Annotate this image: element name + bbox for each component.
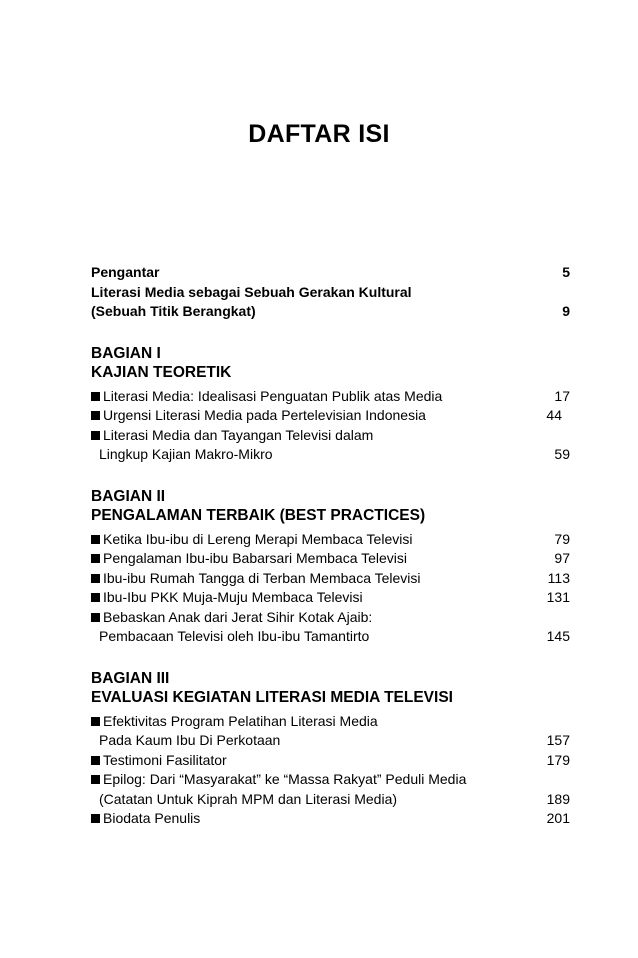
toc-entry-label: (Sebuah Titik Berangkat) xyxy=(91,303,256,319)
toc-entry-label: Lingkup Kajian Makro-Mikro xyxy=(99,446,273,462)
section-heading: PENGALAMAN TERBAIK (BEST PRACTICES) xyxy=(91,507,426,524)
toc-entry-pengantar xyxy=(91,263,570,283)
square-bullet-icon xyxy=(91,535,100,544)
toc-entry-page: 131 xyxy=(546,589,570,605)
toc-entry-page: 97 xyxy=(554,550,570,566)
toc-entry xyxy=(91,712,570,732)
toc-entry-label: Epilog: Dari “Masyarakat” ke “Massa Rakyat” Peduli Media xyxy=(103,771,467,787)
toc-entry-continuation xyxy=(91,790,570,810)
toc-entry xyxy=(91,809,570,829)
toc-entry-page: 17 xyxy=(554,387,570,404)
toc-entry-label: Ibu-Ibu PKK Muja-Muju Membaca Televisi xyxy=(103,589,363,605)
toc-entry-label: Literasi Media dan Tayangan Televisi dalam xyxy=(103,426,374,443)
toc-entry-page: 79 xyxy=(554,530,570,547)
toc-entry-label: Biodata Penulis xyxy=(103,810,201,826)
square-bullet-icon xyxy=(91,717,100,726)
toc-entry-label: Pada Kaum Ibu Di Perkotaan xyxy=(99,732,281,748)
toc-entry-label: Bebaskan Anak dari Jerat Sihir Kotak Ajaib: xyxy=(103,608,373,625)
toc-entry-continuation xyxy=(91,627,570,647)
toc-entry-page: 59 xyxy=(554,446,570,462)
table-of-contents xyxy=(91,263,570,829)
section-heading: EVALUASI KEGIATAN LITERASI MEDIA TELEVISI xyxy=(91,689,453,706)
toc-entry-continuation xyxy=(91,731,570,751)
toc-entry-label: Ketika Ibu-ibu di Lereng Merapi Membaca Televisi xyxy=(103,530,413,547)
square-bullet-icon xyxy=(91,775,100,784)
toc-entry xyxy=(91,426,570,446)
toc-entry-label: Efektivitas Program Pelatihan Literasi Media xyxy=(103,712,378,729)
square-bullet-icon xyxy=(91,411,100,420)
toc-entry-label: Pembacaan Televisi oleh Ibu-ibu Tamantirto xyxy=(99,628,370,644)
square-bullet-icon xyxy=(91,431,100,440)
square-bullet-icon xyxy=(91,392,100,401)
square-bullet-icon xyxy=(91,554,100,563)
toc-entry-page: 9 xyxy=(562,303,570,319)
toc-entry-page: 201 xyxy=(546,810,570,826)
toc-entry xyxy=(91,608,570,628)
section-heading: KAJIAN TEORETIK xyxy=(91,364,232,381)
toc-entry-label: Urgensi Literasi Media pada Pertelevisian Indonesia xyxy=(103,407,426,423)
page-title: DAFTAR ISI xyxy=(248,120,390,148)
square-bullet-icon xyxy=(91,756,100,765)
toc-entry-page: 179 xyxy=(546,751,570,768)
toc-entry-label: Ibu-ibu Rumah Tangga di Terban Membaca Televisi xyxy=(103,569,421,586)
toc-entry-page: 44 xyxy=(546,407,562,423)
toc-entry-literasi-media xyxy=(91,283,570,303)
section-part-label: BAGIAN I xyxy=(91,344,161,362)
toc-entry-label: Pengalaman Ibu-ibu Babarsari Membaca Televisi xyxy=(103,550,408,566)
toc-entry-page: 189 xyxy=(546,790,570,807)
toc-entry xyxy=(91,530,570,550)
square-bullet-icon xyxy=(91,814,100,823)
square-bullet-icon xyxy=(91,613,100,622)
toc-entry-page: 5 xyxy=(562,264,570,280)
toc-entry-label: Pengantar xyxy=(91,264,160,280)
toc-entry-label: Literasi Media: Idealisasi Penguatan Publik atas Media xyxy=(103,387,443,404)
toc-entry-titik-berangkat xyxy=(91,302,570,322)
toc-entry-page: 145 xyxy=(546,628,570,644)
square-bullet-icon xyxy=(91,574,100,583)
toc-entry-page: 113 xyxy=(547,569,570,586)
toc-entry-label: (Catatan Untuk Kiprah MPM dan Literasi Media) xyxy=(99,790,398,807)
toc-entry-page: 157 xyxy=(546,732,570,748)
toc-entry xyxy=(91,549,570,569)
toc-entry xyxy=(91,751,570,771)
square-bullet-icon xyxy=(91,593,100,602)
toc-entry xyxy=(91,588,570,608)
section-part-label: BAGIAN II xyxy=(91,487,166,505)
toc-entry xyxy=(91,387,570,407)
section-part-label: BAGIAN III xyxy=(91,669,170,687)
toc-entry-label: Testimoni Fasilitator xyxy=(103,751,227,768)
toc-entry xyxy=(91,770,570,790)
toc-entry xyxy=(91,569,570,589)
toc-entry xyxy=(91,406,570,426)
toc-entry-continuation xyxy=(91,445,570,465)
toc-entry-label: Literasi Media sebagai Sebuah Gerakan Kultural xyxy=(91,283,412,300)
